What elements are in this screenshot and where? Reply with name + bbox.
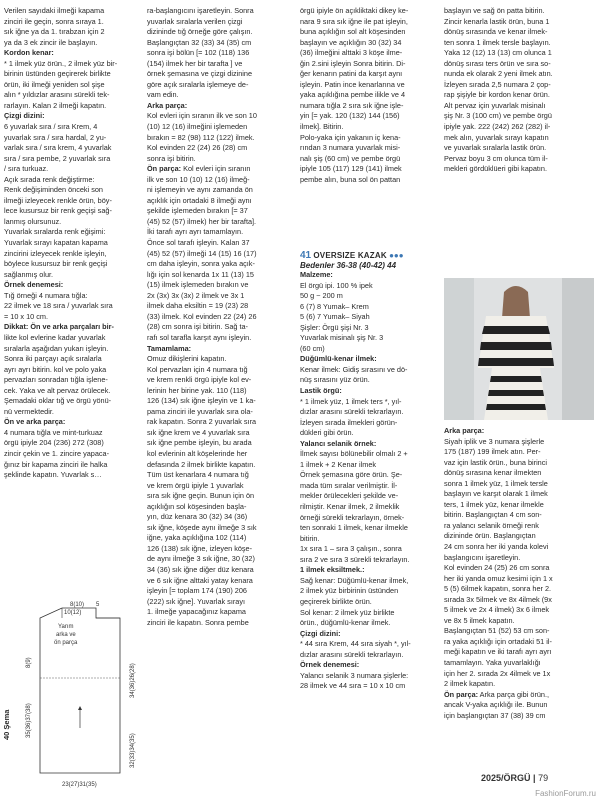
col4b-line: ancak V-yaka açıklığı ile. Bunun [444, 700, 548, 710]
col1-line: * 1 ilmek yüz örün., 2 ilmek yüz bir- [4, 58, 118, 68]
col1-line: örgü ipiyle 204 (236) 272 (308) [4, 438, 104, 448]
col4b-line: Kol evinden 24 (25) 26 cm sonra [444, 563, 550, 573]
col2-line: yın, düz kenara 30 (32) 34 (36) [147, 512, 248, 522]
col1-line: varlak sıra / sıra krem, 4 yuvarlak [4, 143, 112, 153]
watermark: FashionForum.ru [535, 789, 596, 798]
column-2-text [147, 6, 293, 628]
col1-line: likte kol evlerine kadar yuvarlak [4, 332, 106, 342]
col4-line: başlayın ve sağ ön patta bitirin. [444, 6, 545, 15]
page-footer: 2025/ÖRGÜ | 79 [481, 773, 549, 783]
col2-line: örnek şemasına ve çizgi dizinine [147, 69, 253, 79]
diagram-right-label-1: 34(36)26(28) [130, 663, 136, 698]
col3-line: başlayın ve açıklığın 30 (32) 34 [300, 37, 402, 47]
col1-line: nü vermektedir. [4, 406, 54, 416]
col4b-line: Ön parça: Arka parça gibi örün., [444, 689, 550, 699]
col4b-line: ra yalancı selanik örneği renk [444, 520, 539, 530]
col1-line: Ön ve arka parça: [4, 417, 66, 427]
col2-line: ni işlemeyin ve aynı zamanda ön [147, 185, 253, 195]
col4-line: Zincir kenarla lastik örün, buna 1 [444, 16, 550, 26]
col3-line: Polo-yaka için yakanın iç kena- [300, 132, 401, 142]
col4b-line: 2 ilmek kapatın. [444, 679, 496, 689]
col4-line: dönüş sırası ters örün ve sıra so- [444, 58, 551, 68]
col3b-line: Örnek şemasına göre örün. Şe- [300, 470, 403, 480]
col3-line: ilmek]. Bitirin. [300, 122, 344, 132]
column-4-text [444, 6, 594, 175]
col1-line: ğınız bir kapama zinciri ile halka [4, 459, 108, 469]
col4-line: ve yuvarlak sıralarla lastik örün. [444, 143, 547, 153]
col3-line: işleyin. Patin ince kenarlarına ve [300, 79, 405, 89]
col2-line: yuvarlak sıralarla verilen çizgi [147, 16, 243, 26]
col1-line: zincirini izleyecek renkle işleyin, [4, 248, 107, 258]
col2-line: ilmek daha eksiltin = 19 (23) 28 [147, 301, 249, 311]
col3b-line: Lastik örgü: [300, 386, 342, 396]
col3b-line: dızlar arasını sürekli tekrarlayın. [300, 407, 404, 417]
col3b-line: İlmek sayısı bölünebilir olmalı 2 + [300, 449, 408, 459]
col3b-line: Kenar ilmek: Gidiş sırasını ve dö- [300, 364, 408, 374]
col2-line: bırakın = 82 (98) 112 (122) ilmek. [147, 132, 255, 142]
col3b-line: Örnek denemesi: [300, 660, 360, 670]
col2-line: Kol evleri için sıranın ilk ve son 10 [147, 111, 257, 121]
col2-line: Ön parça: Kol evleri için sıranın [147, 164, 251, 174]
col4b-line: tamamlayın. Yaka yuvarlaklığı [444, 658, 541, 668]
col1-line: sıra / sıra pembe, 2 yuvarlak sıra [4, 153, 111, 163]
col4b-line: dönüş sırasına kenar ilmekten [444, 468, 542, 478]
col4b-line: ve 8x 5 ilmek kapatın. [444, 615, 515, 625]
col2-line: (10) 12 (16) ilmeğini işlemeden [147, 122, 248, 132]
col2-line: kol evlerinin alt köşelerinde her [147, 448, 248, 458]
col1-line: Verilen sayıdaki ilmeği kapama [4, 6, 105, 15]
diagram-bottom-label: 23(27)31(35) [62, 782, 97, 788]
col2-line: sık iğne pembe işleyin, bu arada [147, 438, 252, 448]
col1-line: cek. Yaka ve alt pervaz örülecek. [4, 385, 111, 395]
col2-line: (28) cm sonra işi bitirin. Sağ ta- [147, 322, 248, 332]
col4-line: rap şişiyle bir kordon kenar örün. [444, 90, 550, 100]
col4b-line: dizininde örün. Başlangıçtan [444, 531, 536, 541]
col1-line: 4 numara tığla ve mint-turkuaz [4, 427, 103, 437]
col2-line: 1. ilmeğe yapacağınız kapama [147, 607, 246, 617]
difficulty-dots: ●●● [389, 251, 404, 260]
col2-line: Tamamlama: [147, 343, 192, 353]
col4-line: Pervaz boyu 3 cm olunca tüm il- [444, 153, 548, 163]
col1-line: ilmeği izleyecek renkle örün, böy- [4, 195, 112, 205]
col2-line: sık iğne, köşede aynı ilmeğe 3 sık [147, 522, 257, 532]
col1-line: Renk değişiminden önceki son [4, 185, 103, 195]
col4b-line: 5 ilmek ve 2x 4 ilmek) 3x 6 ilmek [444, 605, 550, 615]
col4-line: nunda ek olarak 2 yeni ilmek atın. [444, 69, 553, 79]
col3b-line: rilmiştir. Kenar ilmek, 2 ilmeklik [300, 502, 400, 512]
col1-line: lece kusursuz bir renk geçişi sağ- [4, 206, 112, 216]
diagram-center-label-3: ön parça [54, 640, 78, 646]
col3b-line: Sol kenar: 2 ilmek yüz birlikte [300, 607, 395, 617]
col4b-line: Başlangıçtan 51 (52) 53 cm son- [444, 626, 550, 636]
col4-line: ten sonra 1 ilmek tersle başlayın. [444, 37, 551, 47]
col3b-line: Çizgi dizini: [300, 628, 341, 638]
col4b-line: 24 cm sonra her iki yanda kolevi [444, 542, 549, 552]
col1-line: sıralarla aşağıdan yukarı işleyin. [4, 343, 109, 353]
col3b-line: Şişler: Örgü şişi Nr. 3 [300, 322, 369, 332]
col3b-line: İzleyen sırada ilmekleri görün- [300, 417, 398, 427]
col2-line: sıra sık iğne geçin. Bunun için ön [147, 491, 255, 501]
col2-line: vam edin. [147, 90, 179, 100]
col4b-line: sırada 3x 5ilmek ve 8x 4ilmek (9x [444, 594, 552, 604]
col2-line: pama zinciri ile yuvarlak sıra ola- [147, 406, 253, 416]
col1-line: Şemadaki oklar tığ ve örgü yönü- [4, 396, 112, 406]
pattern-41-column-right [444, 426, 594, 721]
col3-line: yaka açıklığına pembe ilikle ve 4 [300, 90, 406, 100]
col2-line: Arka parça: [147, 100, 188, 110]
col4b-line: sonra 1 ilmek yüz, 1 ilmek tersle [444, 478, 548, 488]
schema-label: 40 Şema [2, 709, 11, 740]
col2-line: (33) ilmek. Kol evinden 22 (24) 26 [147, 311, 257, 321]
col1-line: Örnek denemesi: [4, 280, 64, 290]
col3b-line: 6 (7) 8 Yumak– Krem [300, 301, 369, 311]
col1-line: Kordon kenar: [4, 48, 54, 58]
col4-line: mekleri gördüklüeri gibi kapatın. [444, 164, 548, 174]
col4-line: şiş Nr. 3 (100 cm) ve pembe örgü [444, 111, 552, 121]
pattern-41-column-left [300, 270, 443, 692]
col3-line: numara tığla 2 sıra sık iğne işle- [300, 100, 404, 110]
col1-line: / sıra turkuaz. [4, 164, 49, 174]
col2-line: ve krem renkli örgü ipiyle kol ev- [147, 375, 252, 385]
column-3-text [300, 6, 443, 185]
model-photo [444, 278, 594, 420]
col4-line: Yaka 12 (12) 13 (13) cm olunca 1 [444, 48, 552, 58]
col1-line: lanmış olursunuz. [4, 216, 62, 226]
col3b-line: Yuvarlak misinalı şiş Nr. 3 [300, 333, 384, 343]
col1-line: 6 yuvarlak sıra / sıra Krem, 4 [4, 122, 98, 132]
col4b-line: 175 (187) 199 ilmek atın. Per- [444, 447, 541, 457]
col2-line: zinciri ile kapatın. Sonra pembe [147, 617, 249, 627]
col1-line: birinin üstünden geçirerek birlikte [4, 69, 111, 79]
col3b-line: 5 (6) 7 Yumak– Siyah [300, 312, 370, 322]
col1-line: yuvarlak sıra / sıra hardal, 2 yu- [4, 132, 107, 142]
col2-line: sık iğne krem ve 4 yuvarlak sıra [147, 427, 250, 437]
col2-line: (45) 52 (57) ilmeği 14 (15) 16 (17) [147, 248, 257, 258]
col4-line: Alt pervaz için yuvarlak misinalı [444, 100, 546, 110]
col1-line: alın * yıldızlar arasını sürekli tek- [4, 90, 110, 100]
schema-diagram [0, 598, 147, 798]
col3b-line: * 44 sıra Krem, 44 sıra siyah *, yıl- [300, 639, 411, 649]
col2-line: cm daha işleyin, sonra yaka açık- [147, 259, 255, 269]
pattern-number: 41 [300, 250, 312, 261]
col1-line: böylece kusursuz bir renk geçişi [4, 259, 108, 269]
col2-line: rafı sol tarafla karşıt aynı işleyin. [147, 332, 252, 342]
col1-line: rarlayın. Kalan 2 ilmeği kapatın. [4, 100, 107, 110]
col3-line: pembe alın, buna sol ön pattan [300, 174, 401, 184]
col2-line: ve krem örgü ipiyle 1 yuvarlak [147, 480, 244, 490]
col3-line: ğin 2.sini işleyin Sonra bitirin. Di- [300, 58, 406, 68]
col2-line: Başlangıçtan 32 (33) 34 (35) cm [147, 37, 252, 47]
diagram-center-label-2: arka ve [56, 632, 76, 638]
col3-line: yin [= yak. 120 (132) 144 (156) [300, 111, 400, 121]
col4-line: ipiyle yak. 222 (242) 262 (282) il- [444, 122, 551, 132]
col4b-line: Siyah iplik ve 3 numara şişlerle [444, 436, 545, 446]
col3b-line: 2 ilmek yüz birbirinin üstünden [300, 586, 399, 596]
col4b-line: 5 (5) 6ilmek kapatın, sonra her 2. [444, 584, 552, 594]
col4-line: mek alın, yuvarlak sırayı kapatın [444, 132, 549, 142]
col3b-line: El örgü ipi. 100 % ipek [300, 280, 373, 290]
col2-line: açıklık için ortadaki 8 ilmeği aynı [147, 195, 252, 205]
col4-line: dönüş sırasında ve kenar ilmek- [444, 27, 548, 37]
col2-line: Kol pervazları için 4 numara tığ [147, 364, 248, 374]
col4b-line: Arka parça: [444, 426, 485, 435]
col2-line: göre açık sıralarla işlemeye de- [147, 79, 249, 89]
issue-label: 2025/ÖRGÜ [481, 773, 531, 783]
diagram-top-label-3: 10(12) [64, 610, 82, 616]
col4b-line: bitirin. Başlangıçtan 4 cm son- [444, 510, 542, 520]
diagram-left-label-1: 8(9) [26, 657, 32, 668]
diagram-center-label-1: Yarım [58, 624, 74, 630]
col2-line: Önce sol tarafı işleyin. Kalan 37 [147, 238, 250, 248]
col3b-line: örneği sürekli tekrarlayın, örnek- [300, 512, 405, 522]
col4b-line: ters, 1 ilmek yüz, kenar ilmekle [444, 499, 544, 509]
col2-line: de aynı ilmeğe 3 sık iğne, 30 (32) [147, 554, 255, 564]
col2-line: sonra işi bitirin. [147, 153, 196, 163]
col3b-line: mada tüm sıralar verilmiştir. İl- [300, 480, 398, 490]
col1-line: sık iğne ya da 1. tırabzan için 2 [4, 27, 105, 37]
col1-line: zinciri ile geçin, sonra sıraya 1. [4, 16, 104, 26]
col2-line: (15) ilmek işlemeden bırakın ve [147, 280, 249, 290]
col2-line: işleyin [= toplam 174 (190) 206 [147, 586, 247, 596]
col1-line: ya da 3 ek zincir ile başlayın. [4, 37, 98, 47]
pattern-41-header [300, 250, 443, 270]
col1-line: sağlanmış olur. [4, 269, 54, 279]
col2-line: ra-başlangıcını işaretleyin. Sonra [147, 6, 254, 15]
col4b-line: ra yaka açıklığı için ortadaki 51 il- [444, 636, 552, 646]
col4b-line: vaz için lastik örün., buna birinci [444, 457, 548, 467]
col3-line: (36) ilmeğini alttaki 3 köşe ilme- [300, 48, 403, 58]
col3b-line: mekler örülecekleri şekilde ve- [300, 491, 399, 501]
col3b-line: örün., düğümlü-kenar ilmek. [300, 618, 391, 628]
col1-line: ayrı ayrı bitirin. kol ve polo yaka [4, 364, 107, 374]
col4b-line: başlangıcını işaretleyin. [444, 552, 521, 562]
col3b-line: Malzeme: [300, 270, 333, 279]
col3b-line: 1x sıra 1 – sıra 3 çalışın., sonra [300, 544, 402, 554]
column-1-text [4, 6, 140, 481]
col2-line: (154) ilmek her bir tarafta ] ve [147, 58, 243, 68]
col3b-line: dükleri gibi örün. [300, 428, 354, 438]
col1-line: Yuvarlak sıralarda renk eğişimi: [4, 227, 106, 237]
col4b-line: için başlangıçtan 37 (38) 39 cm [444, 710, 546, 720]
col3b-line: 50 g ~ 200 m [300, 291, 343, 301]
diagram-right-label-2: 32(33)34(35) [130, 733, 136, 768]
col3b-line: (60 cm) [300, 343, 325, 353]
col2-line: lığı için sol kenarda 1x 11 (13) 15 [147, 269, 254, 279]
col2-line: dizininde tığ örneğe göre çalışın. [147, 27, 253, 37]
col3b-line: Yalancı selanik 3 numara şişlerle: [300, 670, 409, 680]
diagram-top-label-1: 8(10) [70, 602, 85, 608]
col3-line: buna açıklığın sol alt köşesinden [300, 27, 406, 37]
col4b-line: için her 2. sırada 2x 4ilmek ve 1x [444, 668, 551, 678]
col1-line: Yuvarlak sırayı kapatan kapama [4, 238, 108, 248]
col4-line: İzleyen sırada 2,5 numara 2 çop- [444, 79, 551, 89]
col1-line: zincir çekin ve 1. zincire yapaca- [4, 448, 110, 458]
col3b-line: Sağ kenar: Düğümlü-kenar ilmek, [300, 575, 409, 585]
col2-line: 126 (138) sık iğne, izleyen köşe- [147, 543, 253, 553]
col3b-line: ten sonraki 1 ilmek, kenar ilmekle [300, 523, 408, 533]
page-number: 79 [538, 773, 549, 783]
col3-line: nara 9 sıra sık iğne ile pat işleyin, [300, 16, 408, 26]
col2-line: Omuz dikişlerini kapatın. [147, 354, 227, 364]
col1-line: 22 ilmek ve 18 sıra / yuvarlak sıra [4, 301, 113, 311]
col2-line: (45) 52 (57) ilmek) her bir tarafta]. [147, 216, 257, 226]
col1-line: Dikkat: Ön ve arka parçaları bir- [4, 322, 114, 332]
col2-line: İki tarafı ayrı ayrı tamamlayın. [147, 227, 244, 237]
col1-line: Tığ örneği 4 numara tığla: [4, 290, 88, 300]
col3b-line: Yalancı selanik örnek: [300, 438, 377, 448]
diagram-top-label-2: 5 [96, 602, 100, 608]
col1-line: Çizgi dizini: [4, 111, 45, 121]
col1-line: = 10 x 10 cm. [4, 311, 49, 321]
col2-line: lerinin her birine yak. 110 (118) [147, 385, 247, 395]
col2-line: şekilde işlemeden bırakın [= 37 [147, 206, 248, 216]
col2-line: rak kapatın. Sonra 2 yuvarlak sıra [147, 417, 257, 427]
col3b-line: Düğümlü-kenar ilmek: [300, 354, 377, 364]
col2-line: açıklığın sol köşesinden başla- [147, 501, 247, 511]
pattern-title: OVERSIZE KAZAK [313, 251, 387, 260]
col3b-line: dızlar arasını sürekli tekrarlayın. [300, 649, 404, 659]
col3-line: ipiyle 105 (117) 129 (141) ilmek [300, 164, 402, 174]
col2-line: ve 6 sık iğne alttaki yatay kenara [147, 575, 253, 585]
col1-line: pervazları sonradan tığla işlene- [4, 375, 108, 385]
col2-line: 2x (3x) 3x (3x) 2 ilmek ve 3x 1 [147, 290, 245, 300]
col3-line: örgü ipiyle ön açıkliktaki dikey ke- [300, 6, 409, 15]
col2-line: 126 (134) sık iğne işleyin ve 1 ka- [147, 396, 256, 406]
col1-line: Açık sırada renk değiştirme: [4, 174, 95, 184]
col3b-line: * 1 ilmek yüz, 1 ilmek ters *, yıl- [300, 396, 402, 406]
col3b-line: 28 ilmek ve 44 sıra = 10 x 10 cm [300, 681, 406, 691]
col2-line: sonra işi bölün [= 102 (118) 136 [147, 48, 250, 58]
col2-line: Kol evinden 22 (24) 26 (28) cm [147, 143, 248, 153]
col2-line: 34 (36) sık iğne diğer düz kenara [147, 564, 254, 574]
col3b-line: nüş sırasını yüz örün. [300, 375, 370, 385]
col2-line: Tüm üst kenarlara 4 numara tığ [147, 470, 249, 480]
col4b-line: meği kapatın ve iki tarafı ayrı ayrı [444, 647, 552, 657]
col2-line: ilk ve son 10 (10) 12 (16) ilmeğ- [147, 174, 250, 184]
col3b-line: bitirin. [300, 533, 320, 543]
col4b-line: başlayın ve karşıt olarak 1 ilmek [444, 489, 548, 499]
col3-line: rından 3 numara yuvarlak misi- [300, 143, 401, 153]
col3b-line: 1 ilmek eksiltmek.: [300, 565, 365, 575]
col2-line: defasında 2 ilmek birlikte kapatın. [147, 459, 256, 469]
diagram-left-label-2: 35(36)37(38) [26, 703, 32, 738]
col3-line: nalı şiş (60 cm) ve pembe örgü [300, 153, 401, 163]
col3b-line: sıra 2 ve sıra 3 sürekli tekrarlayın. [300, 554, 410, 564]
pattern-sizes: Bedenler 36-38 (40-42) 44 [300, 261, 397, 270]
col1-line: şeklinde kapatın. Yuvarlak s… [4, 470, 102, 480]
col1-line: Sonra iki parçayı açık sıralarla [4, 354, 102, 364]
col4b-line: her iki yanda omuz kesimi için 1 x [444, 573, 553, 583]
col3b-line: 1 ilmek + 2 Kenar ilmek [300, 459, 377, 469]
col1-line: örün, iki ilmeği yeniden sol şişe [4, 79, 105, 89]
col3-line: ğer kenarın patini da karşıt aynı [300, 69, 403, 79]
col2-line: iğne, yaka açıklığına 102 (114) [147, 533, 247, 543]
col2-line: (222) sık iğne]. Yuvarlak sırayı [147, 596, 246, 606]
col3b-line: geçirerek birlikte örün. [300, 596, 372, 606]
